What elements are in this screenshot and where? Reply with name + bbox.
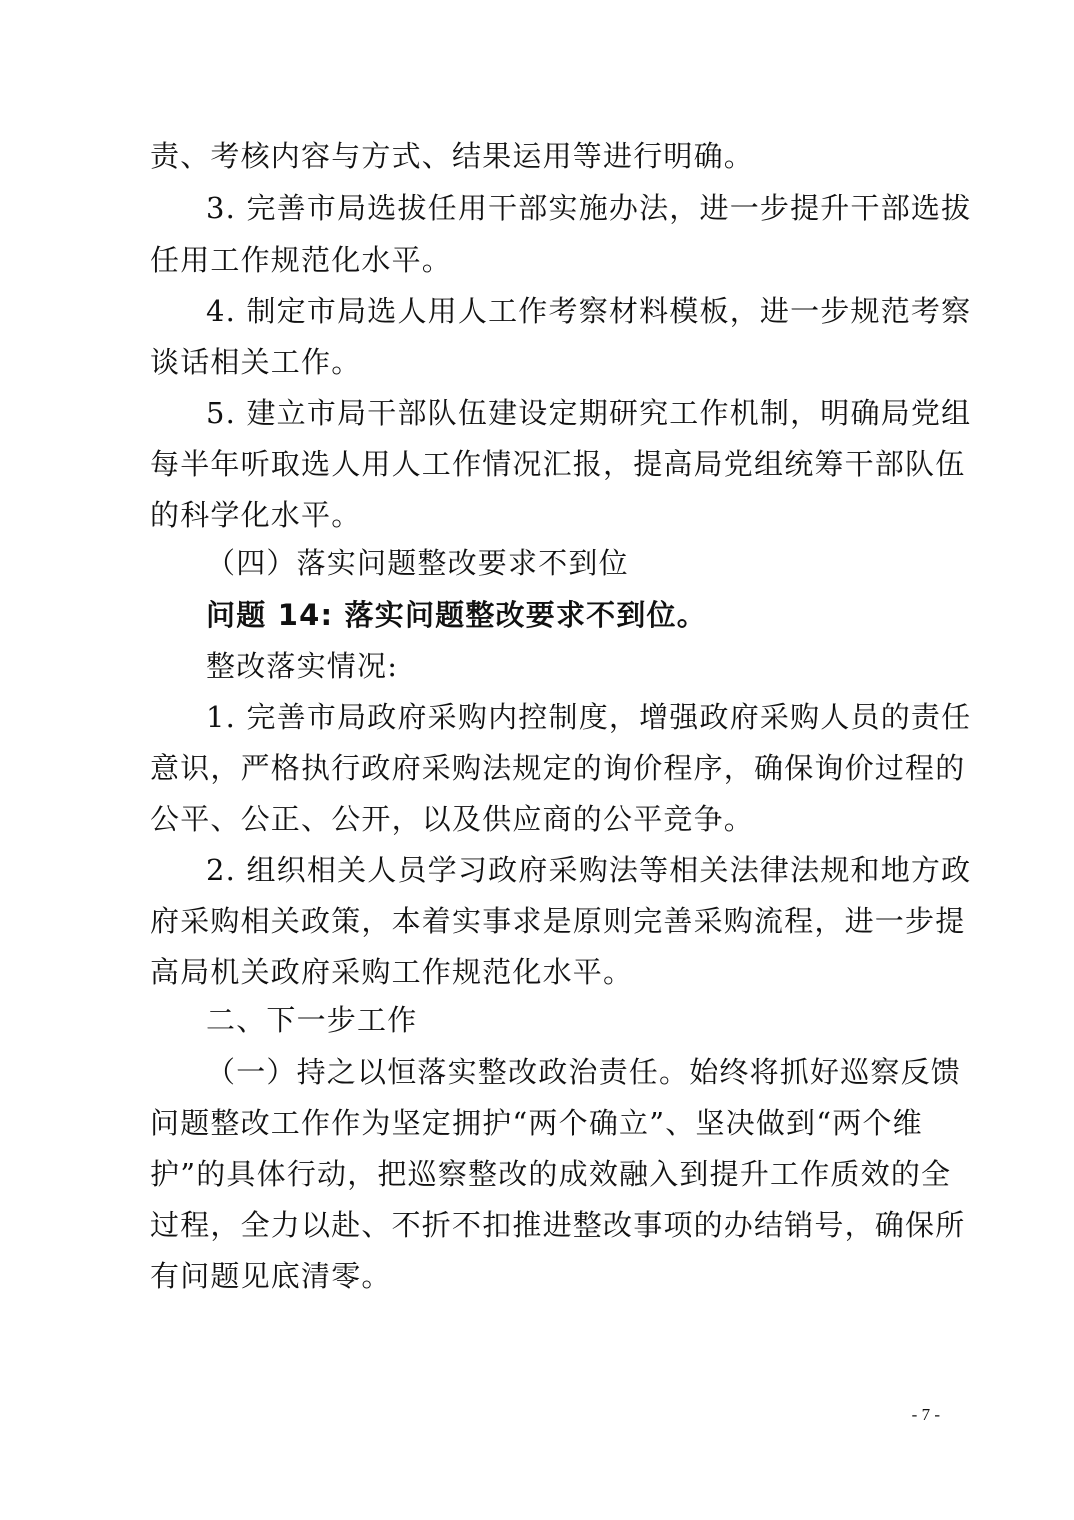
page-number: - 7 - [911,1405,940,1424]
text-line: 3. 完善市局选拔任用干部实施办法，进一步提升干部选拔 [206,191,972,225]
text-line: 护”的具体行动，把巡察整改的成效融入到提升工作质效的全 [150,1157,952,1191]
text-line: 谈话相关工作。 [150,345,362,379]
text-line: 意识，严格执行政府采购法规定的询价程序，确保询价过程的 [150,751,966,785]
text-line: 过程，全力以赴、不折不扣推进整改事项的办结销号，确保所 [150,1208,966,1242]
text-line: 2. 组织相关人员学习政府采购法等相关法律法规和地方政 [206,853,972,887]
text-line: 任用工作规范化水平。 [150,243,453,277]
text-line: 的科学化水平。 [150,498,362,532]
text-line: 问题整改工作作为坚定拥护“两个确立”、坚决做到“两个维 [150,1106,923,1140]
text-line: 整改落实情况: [206,649,399,683]
section-heading: 二、下一步工作 [206,1003,418,1037]
text-line: 每半年听取选人用人工作情况汇报，提高局党组统筹干部队伍 [150,447,966,481]
text-line: 高局机关政府采购工作规范化水平。 [150,955,634,989]
text-line: 责、考核内容与方式、结果运用等进行明确。 [150,139,755,173]
text-line: （一）持之以恒落实整改政治责任。始终将抓好巡察反馈 [206,1055,962,1089]
text-line: 1. 完善市局政府采购内控制度，增强政府采购人员的责任 [206,700,972,734]
text-line: 公平、公正、公开，以及供应商的公平竞争。 [150,802,755,836]
text-line: 5. 建立市局干部队伍建设定期研究工作机制，明确局党组 [206,396,972,430]
section-subheading: （四）落实问题整改要求不到位 [206,546,629,580]
problem-heading: 问题 14: 落实问题整改要求不到位。 [206,598,707,632]
text-line: 4. 制定市局选人用人工作考察材料模板，进一步规范考察 [206,294,972,328]
text-line: 府采购相关政策，本着实事求是原则完善采购流程，进一步提 [150,904,966,938]
text-line: 有问题见底清零。 [150,1259,392,1293]
